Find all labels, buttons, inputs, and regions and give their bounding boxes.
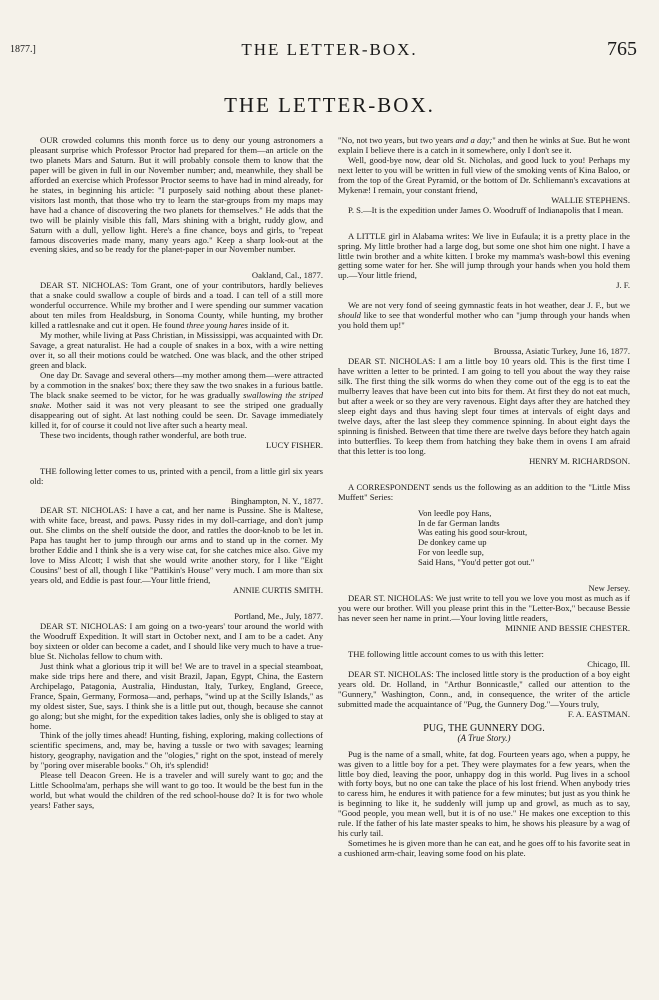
letter-place: Chicago, Ill. — [587, 658, 630, 669]
letter-signature: MINNIE AND BESSIE CHESTER. — [505, 623, 630, 634]
editor-reply: We are not very fond of seeing gymnastic feats in hot weather, dear J. F., but we should like to see that wonderful mother who can "jump through your hands when you hold them up!" — [338, 300, 630, 331]
story-paragraph: Pug is the name of a small, white, fat dog. Fourteen years ago, when a puppy, he was given to a little boy for a pet. They were playmates for a few years, when the little boy died, leaving the poor, unhappy dog in this world. Pug lives in a school with forty boys, but no one can take the place of his lost friend. When anybody tries to caress him, he endures it with patience for a few minutes; but just as you think he is beginning to like it, he suddenly will jump up and growl, as much as to say, "Good people, you mean well, but it is of no use." He makes one exception to this rule. If the father of his late master speaks to him, he shows his pleasure by a wag of his curly tail. — [338, 748, 630, 839]
right-column — [338, 136, 630, 859]
letter-place: Oakland, Cal., 1877. — [251, 270, 323, 281]
letter-signature: J. F. — [616, 280, 630, 291]
poem-line: Von leedle poy Hans, — [418, 507, 492, 518]
story-subtitle: (A True Story.) — [457, 732, 511, 743]
letter-signature: HENRY M. RICHARDSON. — [529, 455, 630, 466]
letter-paragraph: DEAR ST. NICHOLAS: I am a little boy 10 years old. This is the first time I have written a letter to be printed. I am going to tell you about the way they raise silk. The first thing the silk worms do when they come out of the egg is to eat the mulberry leaves that have been cut into bits for them. At first they do not eat much, but after a week or so they are very ravenous. Eight days after they are hatched they sleep eight days and thus having slept four times at intervals of eight days and twelve days, after the last sleep they commence spinning. In about eight days the spinning is finished. Between that time there are twelve days before they hatch again into butterflies. To keep them from hatching they bake them in ovens I am afraid that this letter is too long. — [338, 356, 630, 456]
running-header — [0, 40, 659, 62]
editor-intro: THE following letter comes to us, printed with a pencil, from a little girl six years old: — [30, 465, 323, 486]
header-year: 1877.] — [10, 44, 36, 55]
letter-paragraph: DEAR ST. NICHOLAS: I am going on a two-years' tour around the world with the Woodruff Expedition. It will start in October next, and I am to be a cadet. Any boy sixteen or older can become a cadet, and I should like very much to have a true-blue St. Nicholas fellow to chum with. — [30, 620, 323, 661]
letter-paragraph: A LITTLE girl in Alabama writes: We live in Eufaula; it is a pretty place in the spring. My little brother had a large dog, but some one shot him one night. I have a little twin brother and a white kitten. I broke my mamma's wash-bowl this evening getting some water for her. She will jump through your hands when you hold them up.—Your little friend, — [338, 230, 630, 281]
letter-place: Broussa, Asiatic Turkey, June 16, 1877. — [493, 346, 630, 357]
letter-paragraph: My mother, while living at Pass Christian, in Mississippi, was acquainted with Dr. Savage, a great naturalist. He had a couple of snakes in a box, with a wire netting over it, so all their motions could be watched. One was black, and the other striped green and black. — [30, 330, 323, 371]
poem-line: In de far German landts — [418, 517, 500, 528]
letter-paragraph: "No, not two years, but two years and a day;" and then he winks at Sue. But he wont explain I believe there is a catch in it somewhere, only I don't see it. — [338, 135, 630, 155]
poem-line: For von leedle sup, — [418, 547, 484, 558]
letter-paragraph: Think of the jolly times ahead! Hunting, fishing, exploring, making collections of scientific specimens, and, may be, having a tussle or two with savages; learning history, geography, navigation and the "ologies," right on the spot, instead of merely by "poring over miserable books." Oh, it's splendid! — [30, 730, 323, 771]
letter-paragraph: Please tell Deacon Green. He is a traveler and will surely want to go; and the Little Schoolma'am, perhaps she will want to go too. It would be the best fun in the world, but what would the children of the red school-house do? It is for two whole years! Father says, — [30, 770, 323, 811]
page-number: 765 — [607, 38, 637, 60]
letter-place: New Jersey. — [588, 583, 630, 594]
intro-paragraph: OUR crowded columns this month force us to deny our young astronomers a pleasant surprise which Professor Proctor had prepared for them—an article on the two planets Mars and Saturn. But it will probably console them to know that the paper will be given in full in our November number; and, meanwhile, they shall be afforded an exercise which Professor Proctor seems to have had in mind already, for he states, in beginning his article: "I purposely said nothing about these planet-visitors last month, that those who try to learn the star-groups from my maps may have had a chance of discovering the two planets for themselves." He adds that the two will be plainly visible this fall, Mars shining with a bright, ruddy glow, and Saturn with a dull, yellow light. Here's a fine chance, boys and girls, to "repeat famous discoveries made many, many years ago." Keep a sharp look-out at the evening skies, and so be ready for the planet-paper in our November number. — [30, 135, 323, 255]
letter-paragraph: Just think what a glorious trip it will be! We are to travel in a special steamboat, make side trips here and there, and visit Brazil, Japan, Egypt, China, the Eastern Archipelago, Patagonia, Australia, Hindustan, Italy, Turkey, England, Greece, France, Spain, Germany, Formosa—and, perhaps, "wind up at the Scilly Islands," as my oldest sister, Sue, says. I think she is a little put out, though, because she cannot go along; but she might, for the expedition takes ladies, only she is obliged to stay at home. — [30, 660, 323, 731]
letter-place: Portland, Me., July, 1877. — [234, 611, 323, 622]
letter-signature: LUCY FISHER. — [266, 439, 323, 450]
editor-intro: THE following little account comes to us with this letter: — [348, 649, 544, 660]
left-column — [30, 136, 323, 811]
letter-postscript: P. S.—It is the expedition under James O. Woodruff of Indianapolis that I mean. — [348, 204, 624, 215]
letter-paragraph: DEAR ST. NICHOLAS: Tom Grant, one of your contributors, hardly believes that a snake could swallow a couple of birds and a toad. I can tell of a still more wonderful occurrence. While my brother and I were spending our summer vacation about ten miles from Healdsburg, in Sonoma County, while hunting, my brother killed a rattlesnake and cut it open. He found three young hares inside of it. — [30, 280, 323, 331]
letter-paragraph: These two incidents, though rather wonderful, are both true. — [40, 429, 247, 440]
poem — [338, 509, 630, 569]
editor-intro: A CORRESPONDENT sends us the following as an addition to the "Little Miss Muffett" Series: — [338, 481, 630, 502]
story-title: PUG, THE GUNNERY DOG. — [423, 722, 545, 734]
letter-paragraph: Well, good-bye now, dear old St. Nicholas, and good luck to you! Perhaps my next letter to you will be written in full view of the smoking vents of Kina Baloo, or from the top of the Great Pyramid, or the bottom of Dr. Schliemann's excavations at Mykenæ! I remain, your constant friend, — [338, 154, 630, 195]
header-title: THE LETTER-BOX. — [241, 40, 418, 59]
poem-line: De donkey came up — [418, 537, 487, 548]
letter-signature: WALLIE STEPHENS. — [551, 194, 630, 205]
letter-signature: ANNIE CURTIS SMITH. — [233, 585, 323, 596]
letter-signature: F. A. EASTMAN. — [567, 708, 630, 719]
letter-place: Binghampton, N. Y., 1877. — [230, 495, 323, 506]
story-paragraph: Sometimes he is given more than he can eat, and he goes off to his favorite seat in a cushioned arm-chair, leaving some food on his plate. — [338, 838, 630, 859]
letter-paragraph: DEAR ST. NICHOLAS: The inclosed little story is the production of a boy eight years old. Dr. Holland, in "Arthur Bonnicastle," called our attention to the "Gunnery," Washington, Conn., and, in consequence, the writer of the article submitted made the acquaintance of "Pug, the Gunnery Dog."—Yours truly, — [338, 668, 630, 709]
page-title: THE LETTER-BOX. — [224, 93, 435, 117]
poem-line: Said Hans, "You'd petter got out." — [418, 557, 535, 568]
poem-line: Was eating his good sour-krout, — [418, 527, 528, 538]
letter-paragraph: One day Dr. Savage and several others—my mother among them—were attracted by a commotion in the snakes' box; there they saw the two snakes in a furious battle. The black snake seemed to be victor, for he was gradually swallowing the striped snake. Mother said it was not very pleasant to see the striped one gradually disappearing out of sight. At last nothing could be seen. Dr. Savage immediately killed it, for of course it could not live after such a hearty meal. — [30, 369, 323, 430]
letter-paragraph: DEAR ST. NICHOLAS: I have a cat, and her name is Pussine. She is Maltese, with white face, breast, and paws. Pussy rides in my doll-carriage, and don't jump out. She climbs on the shelf outside the door, and rattles the door-knob to be let in. Papa has taught her to jump through our arms and to stand up in the corner. My brother Eddie and I think she is a very wise cat, for she catches mice also. Give my love to Miss Alcott; I wish that she would write another story, for I like "Eight Cousins" best of all, though I like "Pattikin's House" very much. I am more than six years old, and Eddie is past four.—Your little friend, — [30, 505, 323, 586]
letter-paragraph: DEAR ST. NICHOLAS: We just write to tell you we love you most as much as if you were our brother. Will you please print this in the "Letter-Box," because Bessie has never seen her name in print.—Your loving little readers, — [338, 593, 630, 624]
